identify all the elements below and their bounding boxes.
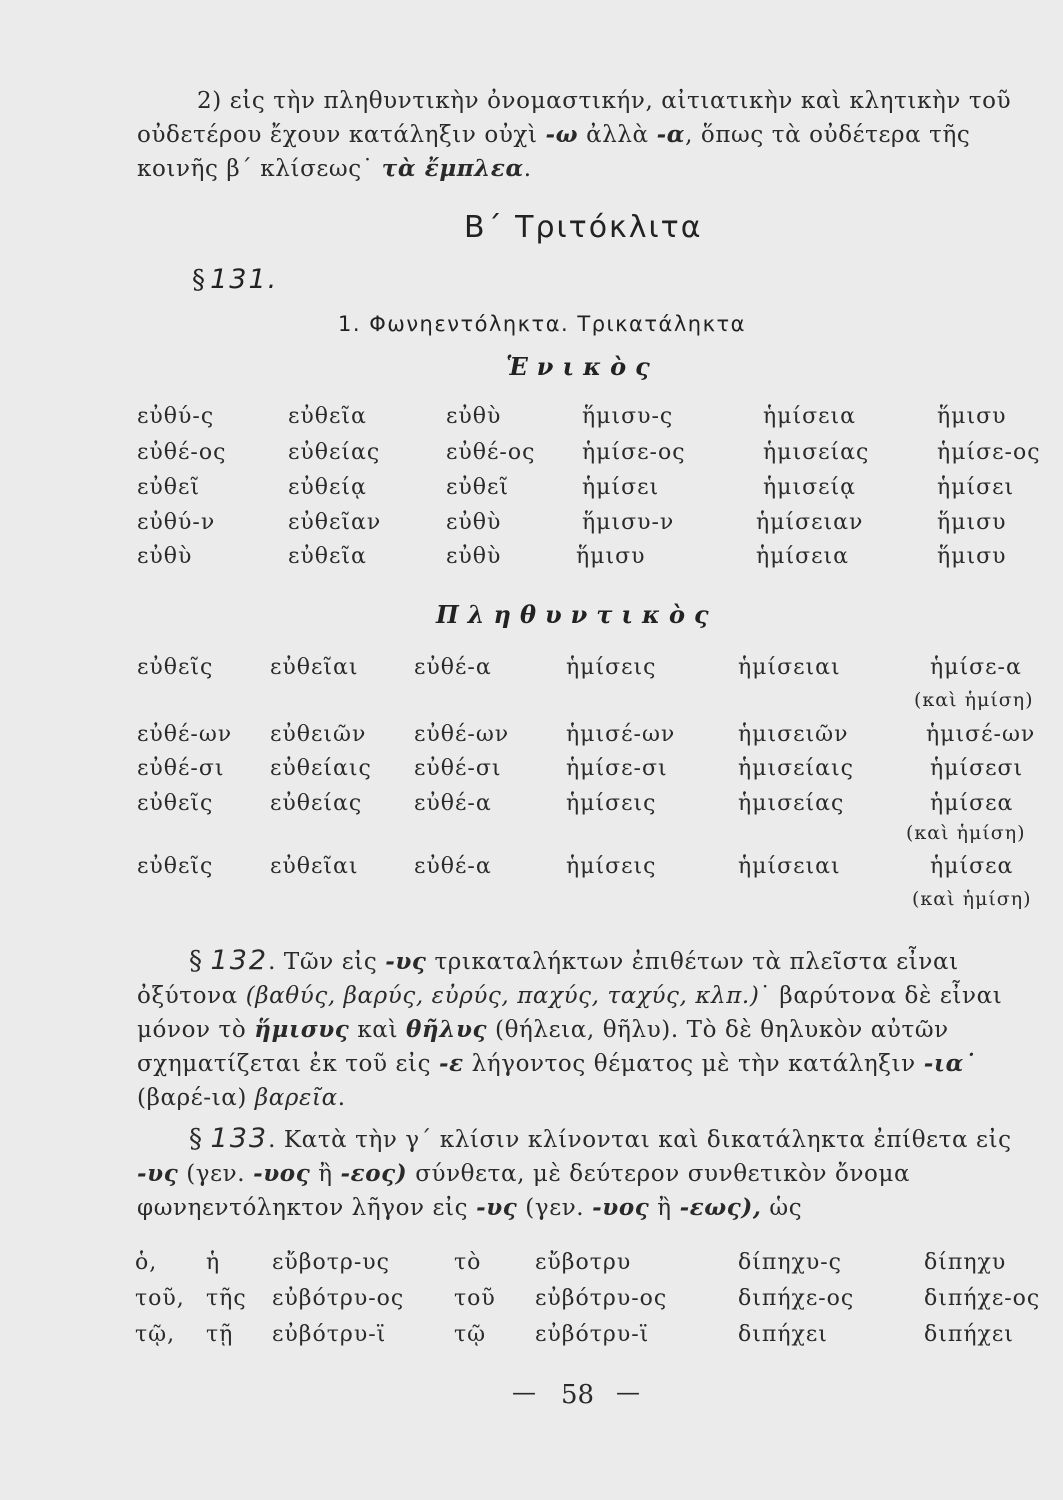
- ending-alpha: -α: [656, 121, 686, 148]
- table-cell: ἡμισείᾳ: [763, 475, 857, 500]
- word-thelys: θῆλυς: [405, 1016, 488, 1043]
- table-cell: εὐθεῖς: [137, 791, 214, 816]
- plural-note: (καὶ ἡμίση): [912, 888, 1032, 910]
- table-cell: διπήχει: [924, 1322, 1014, 1347]
- text-run: (θήλεια, θῆλυ). Τὸ δὲ θηλυκὸν αὐτῶν σχηματίζεται ἐκ τοῦ εἰς: [137, 1017, 949, 1077]
- table-cell: ἡμίσε-σι: [566, 756, 668, 781]
- table-cell: εὐθέ-ος: [446, 440, 536, 465]
- section-b-title: Β΄ Τριτόκλιτα: [464, 210, 703, 245]
- table-cell: τὸ: [454, 1250, 482, 1275]
- intro-paragraph: [137, 84, 1057, 186]
- intro-end: .: [523, 156, 532, 182]
- table-cell: εὐθέ-α: [414, 655, 492, 680]
- table-cell: τῇ: [206, 1322, 234, 1347]
- intro-text-pre: 2) εἰς τὴν πληθυντικὴν ὀνομαστικήν, αἰτιατικὴν καὶ κλητικὴν τοῦ οὐδετέρου ἔχουν κατάληξιν οὐχὶ: [137, 88, 1012, 148]
- table-cell: εὐθεῖαι: [270, 655, 359, 680]
- table-cell: ἥμισυ: [937, 510, 1007, 535]
- table-cell: τῆς: [206, 1286, 247, 1311]
- page-number: 58: [561, 1380, 595, 1410]
- section-131-marker: [192, 264, 278, 295]
- table-cell: εὐθύ-ν: [137, 510, 216, 535]
- plural-label: Πληθυντικὸς: [436, 600, 718, 629]
- word-hemisys: ἥμισυς: [254, 1016, 350, 1043]
- section-132-paragraph: [137, 944, 1057, 1115]
- table-cell: ἡμίσειαν: [756, 510, 864, 535]
- table-cell: εὐθέ-ος: [137, 440, 227, 465]
- table-cell: εὐβότρυ-ϊ: [535, 1322, 650, 1347]
- table-cell: ἡμίσε-ος: [937, 440, 1041, 465]
- section-symbol: §: [189, 946, 203, 976]
- table-cell: ἡμίσεα: [930, 791, 1014, 816]
- ending-omega: -ω: [545, 121, 579, 148]
- section-symbol: §: [192, 265, 205, 295]
- examples: (βαθύς, βαρύς, εὐρύς, παχύς, ταχύς, κλπ.): [245, 983, 760, 1009]
- table-cell: εὔβοτρυ: [535, 1250, 632, 1275]
- text-run: (βαρέ-ια): [137, 1085, 255, 1111]
- table-cell: εὐβότρυ-ος: [272, 1286, 405, 1311]
- table-cell: ἡμισείας: [763, 440, 870, 465]
- ending: -εως),: [679, 1194, 762, 1221]
- table-cell: εὔβοτρ-υς: [272, 1250, 390, 1275]
- intro-example: τὰ ἔμπλεα: [381, 155, 524, 182]
- table-cell: εὐθεῖ: [446, 475, 510, 500]
- table-cell: εὐθείαις: [270, 756, 372, 781]
- table-cell: εὐθεῖς: [137, 655, 214, 680]
- table-cell: τῷ: [454, 1322, 487, 1347]
- intro-text-mid: ἀλλὰ: [578, 122, 657, 148]
- table-cell: ἥμισυ-ν: [582, 510, 675, 535]
- table-cell: εὐθειῶν: [270, 722, 367, 747]
- plural-note: (καὶ ἡμίση): [914, 689, 1034, 711]
- table-cell: ἡμίσεια: [756, 544, 850, 569]
- table-cell: ἡμίσεια: [763, 404, 857, 429]
- text-run: . Κατὰ τὴν γ΄ κλίσιν κλίνονται καὶ δικατάληκτα ἐπίθετα εἰς: [268, 1127, 1012, 1153]
- table-cell: ἡμίσε-ος: [582, 440, 686, 465]
- table-cell: τῷ,: [135, 1322, 176, 1347]
- table-cell: ἡμίσει: [582, 475, 660, 500]
- table-cell: εὐθέ-σι: [137, 756, 225, 781]
- section-number: 132: [210, 945, 269, 976]
- table-cell: εὐθεῖς: [137, 854, 214, 879]
- table-cell: εὐθεῖαι: [270, 854, 359, 879]
- table-cell: εὐθὺ: [446, 544, 502, 569]
- table-cell: εὐθεῖαν: [288, 510, 382, 535]
- table-cell: ἡμίσειαι: [738, 854, 841, 879]
- table-cell: ἡμισειῶν: [738, 722, 849, 747]
- section-symbol: §: [189, 1124, 203, 1154]
- table-cell: ἡμίσειαι: [738, 655, 841, 680]
- table-cell: εὐθέ-ων: [414, 722, 510, 747]
- table-cell: εὐθείᾳ: [288, 475, 367, 500]
- text-run: (γεν.: [178, 1161, 254, 1187]
- table-cell: ἡμισέ-ων: [566, 722, 676, 747]
- table-cell: εὐθεῖα: [288, 544, 367, 569]
- section-133-paragraph: [137, 1122, 1057, 1225]
- table-cell: εὐθὺ: [446, 404, 502, 429]
- table-cell: εὐθὺ: [446, 510, 502, 535]
- table-cell: εὐθύ-ς: [137, 404, 215, 429]
- table-cell: δίπηχυ-ς: [738, 1250, 842, 1275]
- page-number-dash-right: —: [616, 1378, 640, 1406]
- table-cell: τοῦ: [454, 1286, 496, 1311]
- table-cell: εὐθέ-α: [414, 854, 492, 879]
- subheading: 1. Φωνηεντόληκτα. Τρικατάληκτα: [338, 312, 746, 336]
- ending: -ια˙: [923, 1050, 976, 1077]
- text-run: καὶ: [349, 1017, 406, 1043]
- table-cell: ἡμισέ-ων: [926, 722, 1036, 747]
- section-number: 131.: [210, 264, 279, 295]
- table-cell: εὐθέ-ων: [137, 722, 233, 747]
- page-number-dash-left: —: [512, 1378, 536, 1406]
- table-cell: ἡμίσεις: [566, 791, 657, 816]
- text-run: ἢ: [649, 1195, 680, 1221]
- table-cell: εὐθεῖ: [137, 475, 201, 500]
- section-number: 133: [210, 1123, 269, 1154]
- text-run: ˙ βαρύτονα δὲ εἶναι μόνον τὸ: [137, 983, 1003, 1043]
- table-cell: ἡμίσεις: [566, 655, 657, 680]
- table-cell: ἡμίσε-α: [930, 655, 1022, 680]
- table-cell: ἡμίσει: [937, 475, 1015, 500]
- table-cell: εὐθείας: [288, 440, 381, 465]
- intro-text-post: , ὅπως τὰ οὐδέτερα τῆς κοινῆς β΄ κλίσεως˙: [137, 122, 971, 182]
- text-run: . Τῶν εἰς: [268, 949, 386, 975]
- word-bareia: βαρεῖα: [254, 1085, 338, 1111]
- table-cell: διπήχε-ος: [924, 1286, 1041, 1311]
- text-run: .: [337, 1085, 346, 1111]
- ending: -υος: [592, 1194, 650, 1221]
- table-cell: διπήχε-ος: [738, 1286, 855, 1311]
- table-cell: τοῦ,: [135, 1286, 185, 1311]
- table-cell: εὐβότρυ-ϊ: [272, 1322, 387, 1347]
- table-cell: ἥμισυ: [576, 544, 646, 569]
- table-cell: δίπηχυ: [924, 1250, 1007, 1275]
- plural-note: (καὶ ἡμίση): [906, 822, 1026, 844]
- table-cell: εὐθείας: [270, 791, 363, 816]
- ending: -υς: [137, 1160, 179, 1187]
- table-cell: ὁ,: [135, 1250, 158, 1275]
- table-cell: διπήχει: [738, 1322, 828, 1347]
- ending: -υς: [476, 1194, 518, 1221]
- table-cell: ἥμισυ-ς: [582, 404, 674, 429]
- table-cell: ἡμίσεσι: [930, 756, 1024, 781]
- ending: -υος: [253, 1160, 311, 1187]
- ending: -υς: [385, 948, 427, 975]
- table-cell: εὐθεῖα: [288, 404, 367, 429]
- ending: -ε: [439, 1050, 464, 1077]
- table-cell: εὐβότρυ-ος: [535, 1286, 668, 1311]
- table-cell: ἡμίσεις: [566, 854, 657, 879]
- ending: -εος): [340, 1160, 408, 1187]
- table-cell: ἡμισείαις: [738, 756, 854, 781]
- text-run: σύνθετα, μὲ δεύτερον συνθετικὸν ὄνομα φωνηεντόληκτον λῆγον εἰς: [137, 1161, 911, 1221]
- text-run: ὡς: [761, 1195, 803, 1221]
- text-run: λήγοντος θέματος μὲ τὴν κατάληξιν: [463, 1051, 924, 1077]
- table-cell: εὐθὺ: [137, 544, 193, 569]
- table-cell: ἥμισυ: [937, 544, 1007, 569]
- singular-label: Ἑνικὸς: [506, 352, 659, 381]
- table-cell: εὐθέ-α: [414, 791, 492, 816]
- text-run: (γεν.: [517, 1195, 593, 1221]
- table-cell: ἡ: [206, 1250, 221, 1275]
- table-cell: ἡμίσεα: [930, 854, 1014, 879]
- text-run: τρικαταλήκτων ἐπιθέτων τὰ πλεῖστα εἶναι ὀξύτονα: [137, 949, 959, 1009]
- table-cell: εὐθέ-σι: [414, 756, 502, 781]
- table-cell: ἡμισείας: [738, 791, 845, 816]
- table-cell: ἥμισυ: [937, 404, 1007, 429]
- text-run: ἢ: [310, 1161, 341, 1187]
